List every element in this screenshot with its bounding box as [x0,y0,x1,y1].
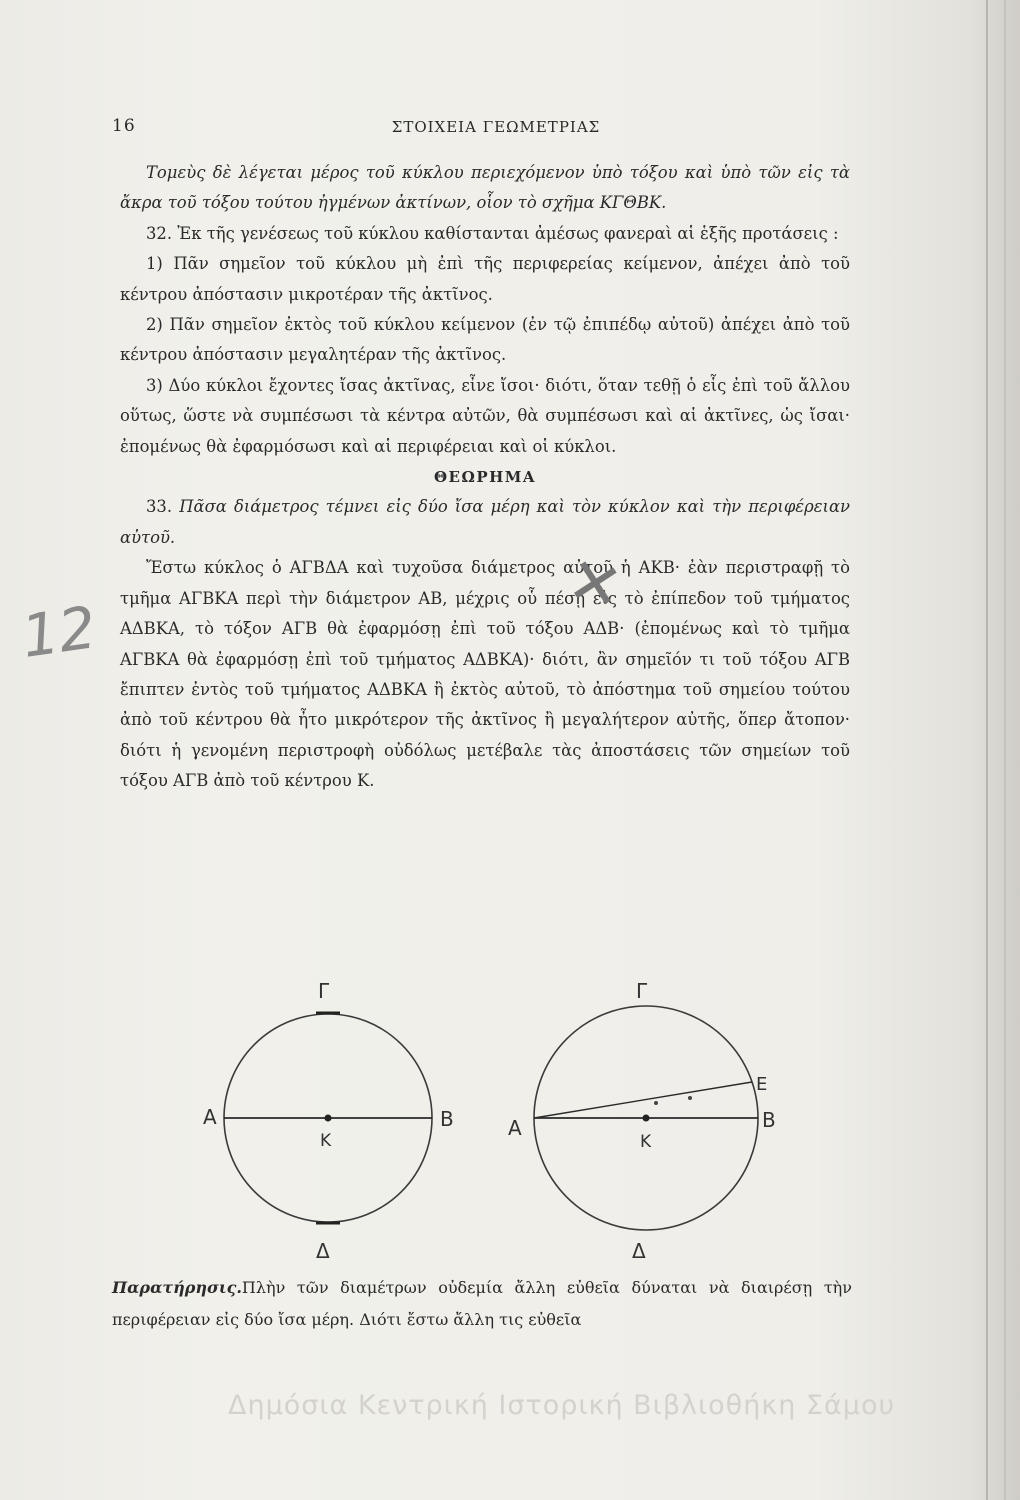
proposition-2: 2) Πᾶν σημεῖον ἐκτὸς τοῦ κύκλου κείμενον (ἐν τῷ ἐπιπέδῳ αὐτοῦ) ἀπέχει ἀπὸ τοῦ κέντρου ἀπόστασιν μεγαλητέραν τῆς ἀκτῖνος. [120,315,850,365]
left-center-dot [325,1115,332,1122]
running-title: ΣΤΟΙΧΕΙΑ ΓΕΩΜΕΤΡΙΑΣ [391,118,601,136]
library-watermark: Δημόσια Κεντρική Ιστορική Βιβλιοθήκη Σάμου [228,1390,896,1421]
remark-body: Πλὴν τῶν διαμέτρων οὐδεμία ἄλλη εὐθεῖα δύναται νὰ διαιρέσῃ τὴν περιφέρειαν εἰς δύο ἴσα μέρη. Διότι ἔστω ἄλλη τις εὐθεῖα [112,1278,852,1329]
right-inner-dot [688,1096,692,1100]
right-label-e: Ε [756,1074,768,1095]
right-label-g: Γ [636,979,648,1003]
right-label-k: Κ [640,1132,652,1152]
theorem-statement: Πᾶσα διάμετρος τέμνει εἰς δύο ἴσα μέρη καὶ τὸν κύκλον καὶ τὴν περιφέρειαν αὐτοῦ. [120,497,850,547]
proposition-1: 1) Πᾶν σημεῖον τοῦ κύκλου μὴ ἐπὶ τῆς περιφερείας κείμενον, ἀπέχει ἀπὸ τοῦ κέντρου ἀπόστασιν μικροτέραν τῆς ἀκτῖνος. [120,254,850,304]
theorem-heading: ΘΕΩΡΗΜΑ [433,468,537,487]
right-label-b: Β [762,1108,776,1132]
paragraph-sector: Τομεὺς δὲ λέγεται μέρος τοῦ κύκλου περιεχόμενον ὑπὸ τόξου καὶ ὑπὸ τῶν εἰς τὰ ἄκρα τοῦ τόξου τούτου ἠγμένων ἀκτίνων, οἷον τὸ σχῆμα ΚΓΘΒΚ. [120,163,850,213]
right-inner-dot [654,1101,658,1105]
right-label-d: Δ [632,1239,646,1263]
right-chord-ae [534,1082,752,1118]
remark-lead: Παρατήρησις. [112,1278,242,1297]
left-circle-figure [203,979,454,1263]
handwritten-margin-note: 12 [17,593,101,671]
right-center-dot [643,1115,650,1122]
left-label-g: Γ [318,979,330,1003]
left-label-k: Κ [320,1131,332,1151]
left-label-d: Δ [316,1239,330,1263]
pencil-cross-mark: ✕ [560,543,629,627]
theorem-proof: Ἔστω κύκλος ὁ ΑΓΒΔΑ καὶ τυχοῦσα διάμετρος αὐτοῦ ἡ ΑΚΒ· ἐὰν περιστραφῇ τὸ τμῆμα ΑΓΒΚΑ περὶ τὴν διάμετρον ΑΒ, μέχρις οὗ πέσῃ εἰς τὸ ἐπίπεδον τοῦ τμήματος ΑΔΒΚΑ, τὸ τόξον ΑΓΒ θὰ ἐφαρμόσῃ ἐπὶ τοῦ τόξου ΑΔΒ· (ἐπομένως καὶ τὸ τμῆμα ΑΓΒΚΑ θὰ ἐφαρμόσῃ ἐπὶ τοῦ τμήματος ΑΔΒΚΑ)· διότι, ἂν σημεῖόν τι τοῦ τόξου ΑΓΒ ἔπιπτεν ἐντὸς τοῦ τμήματος ΑΔΒΚΑ ἢ ἐκτὸς αὐτοῦ, τὸ ἀπόστημα τοῦ σημείου τούτου ἀπὸ τοῦ κέντρου θὰ ἦτο μικρότερον τῆς ἀκτῖνος ἢ μεγαλήτερον αὐτῆς, ὅπερ ἄτοπον· διότι ἡ γενομένη περιστροφὴ οὐδόλως μετέβαλε τὰς ἀποστάσεις τῶν σημείων τοῦ τόξου ΑΓΒ ἀπὸ τοῦ κέντρου Κ. [120,558,850,791]
page-number: 16 [112,116,136,136]
remark-paragraph [112,1272,852,1336]
right-circle-figure [508,979,776,1263]
left-label-b: Β [440,1107,454,1131]
proposition-3: 3) Δύο κύκλοι ἔχοντες ἴσας ἀκτῖνας, εἶνε ἴσοι· διότι, ὅταν τεθῇ ὁ εἷς ἐπὶ τοῦ ἄλλου οὕτως, ὥστε νὰ συμπέσωσι τὰ κέντρα αὐτῶν, θὰ συμπέσωσι καὶ αἱ ἀκτῖνες, ὡς ἴσαι· ἐπομένως θὰ ἐφαρμόσωσι καὶ αἱ περιφέρειαι καὶ οἱ κύκλοι. [120,375,850,456]
left-label-a: Α [203,1105,217,1129]
remark-text [112,1272,852,1336]
theorem-number: 33. [146,497,173,517]
paragraph-32: 32. Ἐκ τῆς γενέσεως τοῦ κύκλου καθίστανται ἀμέσως φανεραὶ αἱ ἑξῆς προτάσεις : [146,223,839,243]
right-label-a: Α [508,1116,522,1140]
